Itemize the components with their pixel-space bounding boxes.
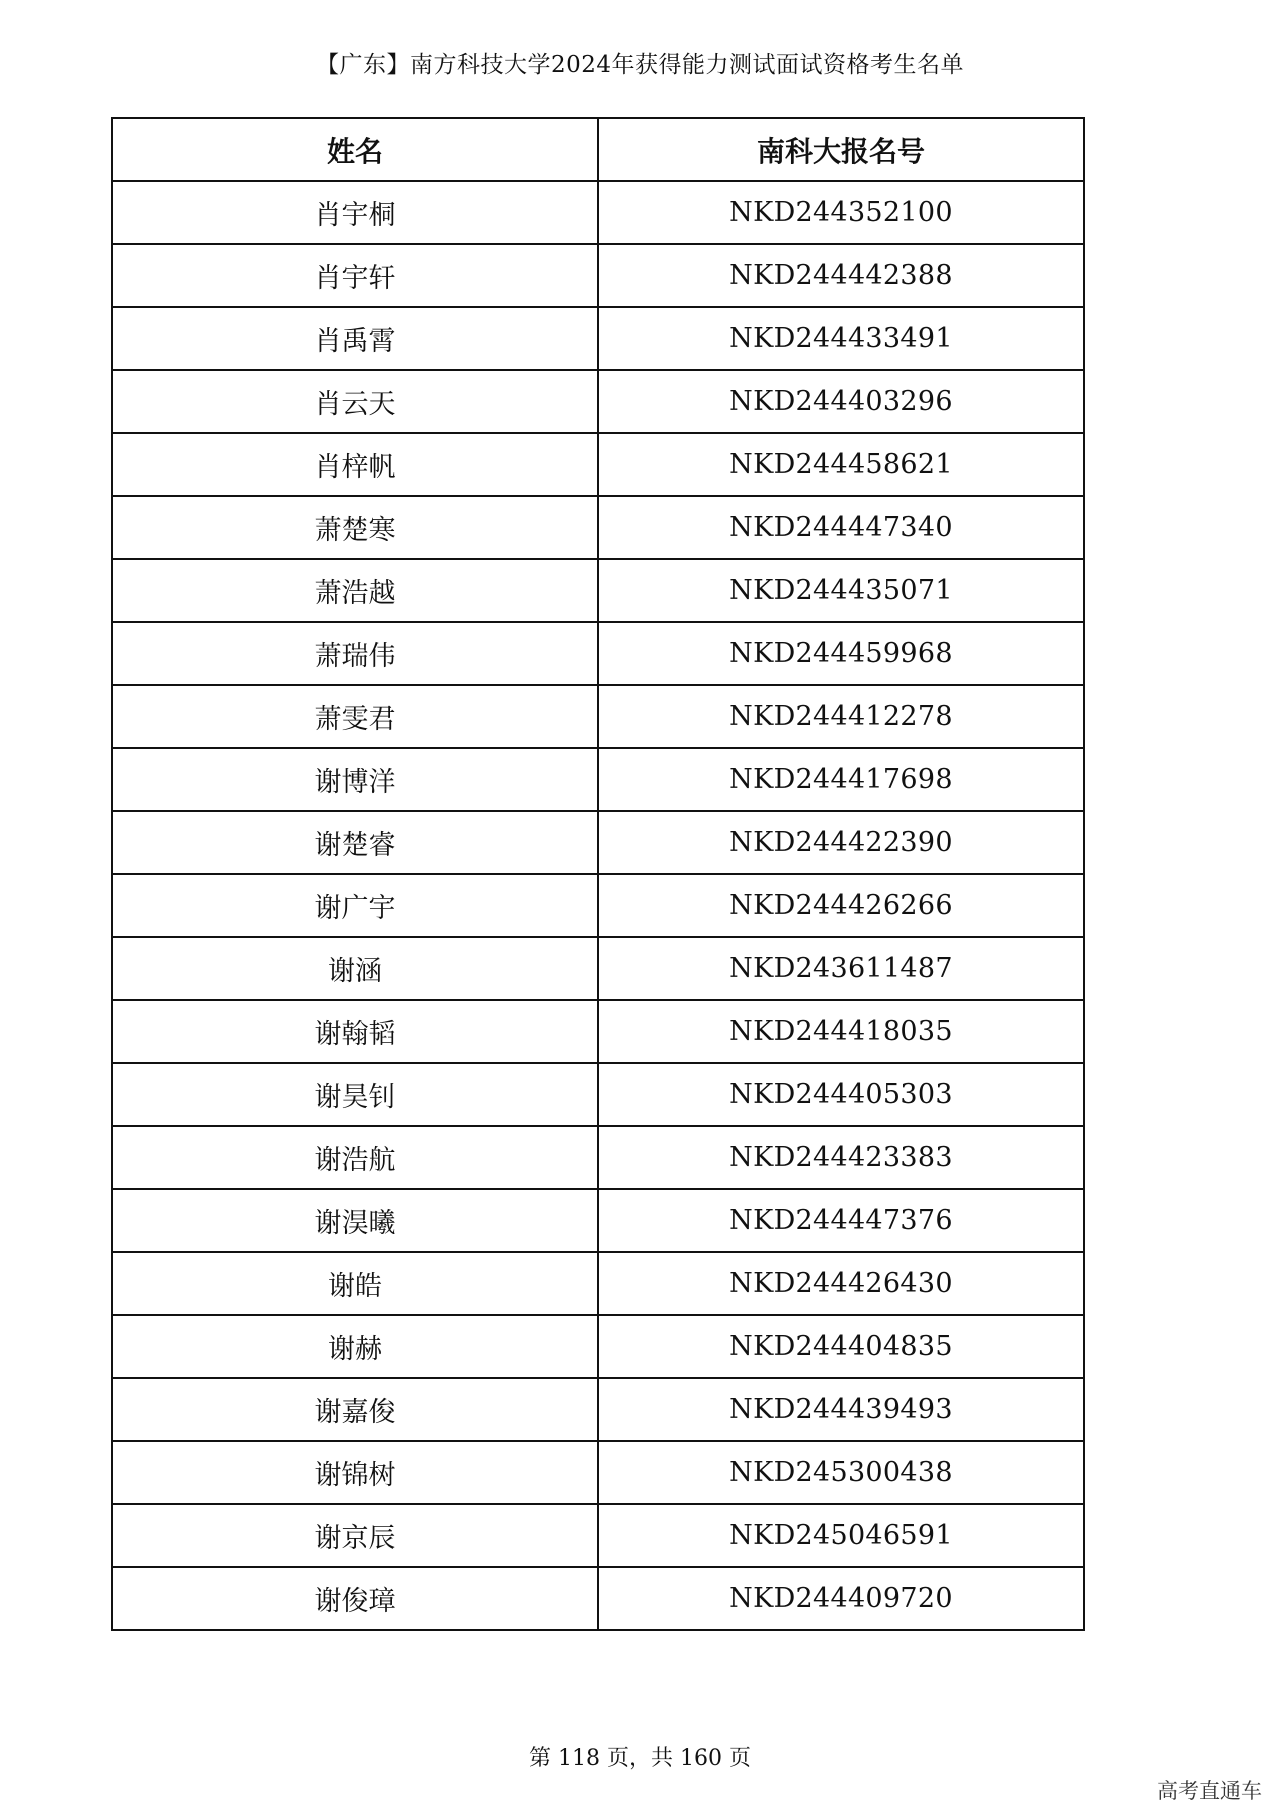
table-header-row	[112, 118, 1084, 181]
registration-number-cell: NKD243611487	[598, 937, 1084, 1000]
candidate-name-cell: 肖禹霄	[112, 307, 598, 370]
column-header-name: 姓名	[112, 118, 598, 181]
registration-number-cell: NKD244447340	[598, 496, 1084, 559]
table-row	[112, 1315, 1084, 1378]
table-row	[112, 181, 1084, 244]
registration-number-cell: NKD244412278	[598, 685, 1084, 748]
table-row	[112, 370, 1084, 433]
table-row	[112, 496, 1084, 559]
registration-number-cell: NKD244433491	[598, 307, 1084, 370]
table-row	[112, 748, 1084, 811]
table-row	[112, 685, 1084, 748]
candidate-name-cell: 萧浩越	[112, 559, 598, 622]
registration-number-cell: NKD245046591	[598, 1504, 1084, 1567]
candidate-name-cell: 谢博洋	[112, 748, 598, 811]
candidate-name-cell: 肖云天	[112, 370, 598, 433]
registration-number-cell: NKD244404835	[598, 1315, 1084, 1378]
page-number: 第 118 页，共 160 页	[529, 1746, 751, 1771]
table-row	[112, 1567, 1084, 1630]
watermark: 高考直通车	[1157, 1779, 1262, 1803]
candidate-name-cell: 肖梓帆	[112, 433, 598, 496]
registration-number-cell: NKD245300438	[598, 1441, 1084, 1504]
registration-number-cell: NKD244442388	[598, 244, 1084, 307]
table-row	[112, 1378, 1084, 1441]
table-row	[112, 244, 1084, 307]
registration-number-cell: NKD244439493	[598, 1378, 1084, 1441]
table-row	[112, 1252, 1084, 1315]
table-row	[112, 811, 1084, 874]
candidate-name-cell: 谢涵	[112, 937, 598, 1000]
candidate-table	[111, 117, 1085, 1631]
table-row	[112, 1000, 1084, 1063]
registration-number-cell: NKD244458621	[598, 433, 1084, 496]
candidate-name-cell: 谢楚睿	[112, 811, 598, 874]
candidate-name-cell: 谢浩航	[112, 1126, 598, 1189]
candidate-name-cell: 谢嘉俊	[112, 1378, 598, 1441]
registration-number-cell: NKD244352100	[598, 181, 1084, 244]
table-row	[112, 622, 1084, 685]
registration-number-cell: NKD244418035	[598, 1000, 1084, 1063]
candidate-name-cell: 谢广宇	[112, 874, 598, 937]
table-row	[112, 307, 1084, 370]
candidate-name-cell: 谢淏曦	[112, 1189, 598, 1252]
registration-number-cell: NKD244405303	[598, 1063, 1084, 1126]
registration-number-cell: NKD244403296	[598, 370, 1084, 433]
registration-number-cell: NKD244409720	[598, 1567, 1084, 1630]
table-row	[112, 1504, 1084, 1567]
candidate-name-cell: 肖宇桐	[112, 181, 598, 244]
table-body	[112, 181, 1084, 1630]
candidate-name-cell: 肖宇轩	[112, 244, 598, 307]
table-row	[112, 1126, 1084, 1189]
column-header-registration-number: 南科大报名号	[598, 118, 1084, 181]
page-title: 【广东】南方科技大学2024年获得能力测试面试资格考生名单	[315, 52, 965, 78]
registration-number-cell: NKD244426430	[598, 1252, 1084, 1315]
candidate-name-cell: 萧瑞伟	[112, 622, 598, 685]
registration-number-cell: NKD244422390	[598, 811, 1084, 874]
table-row	[112, 1189, 1084, 1252]
table-row	[112, 1441, 1084, 1504]
table-row	[112, 1063, 1084, 1126]
candidate-name-cell: 谢俊璋	[112, 1567, 598, 1630]
registration-number-cell: NKD244417698	[598, 748, 1084, 811]
candidate-name-cell: 萧楚寒	[112, 496, 598, 559]
candidate-name-cell: 萧雯君	[112, 685, 598, 748]
candidate-name-cell: 谢昊钊	[112, 1063, 598, 1126]
table-row	[112, 559, 1084, 622]
candidate-name-cell: 谢翰韬	[112, 1000, 598, 1063]
candidate-name-cell: 谢京辰	[112, 1504, 598, 1567]
registration-number-cell: NKD244426266	[598, 874, 1084, 937]
registration-number-cell: NKD244435071	[598, 559, 1084, 622]
table-row	[112, 433, 1084, 496]
registration-number-cell: NKD244423383	[598, 1126, 1084, 1189]
table-row	[112, 937, 1084, 1000]
table-row	[112, 874, 1084, 937]
candidate-name-cell: 谢锦树	[112, 1441, 598, 1504]
candidate-name-cell: 谢赫	[112, 1315, 598, 1378]
candidate-name-cell: 谢皓	[112, 1252, 598, 1315]
registration-number-cell: NKD244459968	[598, 622, 1084, 685]
registration-number-cell: NKD244447376	[598, 1189, 1084, 1252]
